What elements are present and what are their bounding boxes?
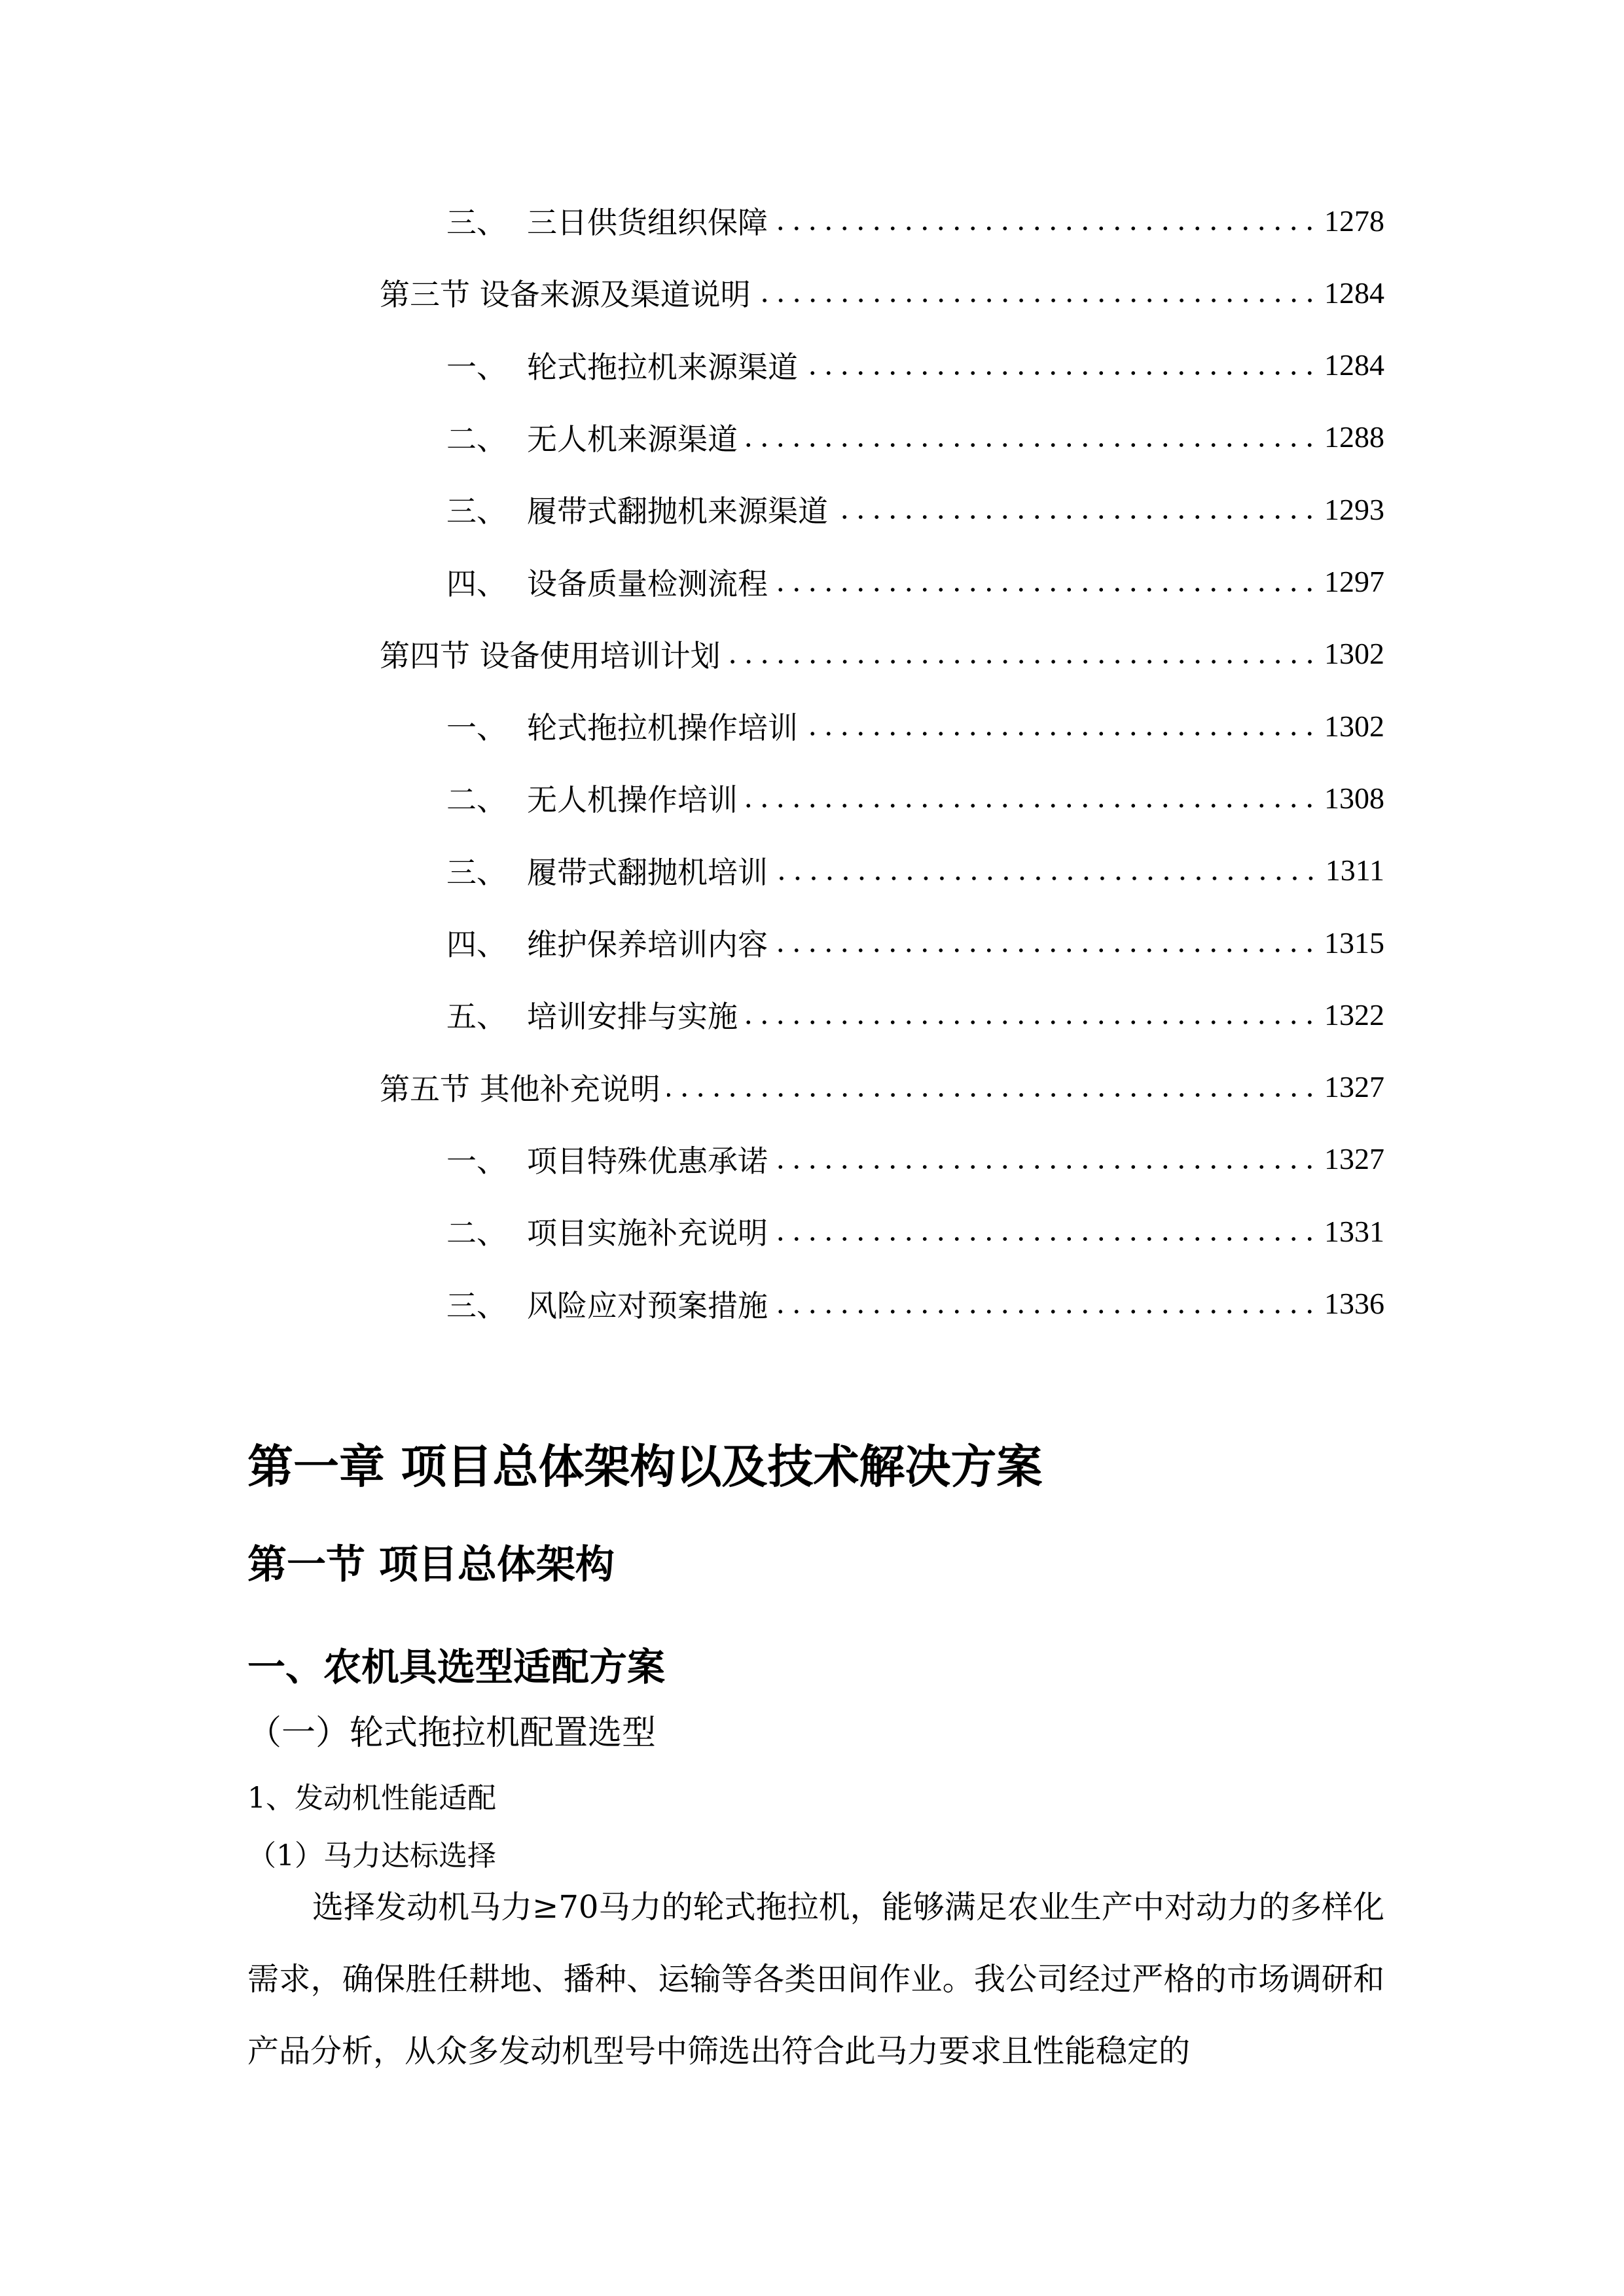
toc-entry-page: 1336 xyxy=(1324,1287,1384,1320)
toc-entry[interactable] xyxy=(0,1281,1384,1327)
toc-entry[interactable] xyxy=(0,703,1384,749)
toc-entry[interactable] xyxy=(0,992,1384,1037)
toc-entry-page: 1293 xyxy=(1324,492,1384,526)
toc-entry-label: 项目实施补充说明 xyxy=(527,1215,768,1251)
toc-entry-label: 无人机操作培训 xyxy=(527,782,738,818)
toc-entry-label: 轮式拖拉机操作培训 xyxy=(527,710,798,746)
toc-entry[interactable] xyxy=(0,270,1384,315)
toc-entry[interactable] xyxy=(0,631,1384,677)
heading-level-1: 一、农机具选型适配方案 xyxy=(247,1645,666,1689)
toc-entry-label: 风险应对预案措施 xyxy=(527,1287,768,1323)
dot-leader xyxy=(727,657,1318,666)
toc-entry-number: 二、 xyxy=(446,1215,507,1251)
dot-leader xyxy=(667,1090,1318,1100)
toc-entry-page: 1331 xyxy=(1324,1214,1384,1248)
dot-leader xyxy=(804,368,1318,378)
dot-leader xyxy=(804,729,1318,738)
toc-entry-label: 履带式翻抛机来源渠道 xyxy=(527,493,828,529)
heading-level-3: 1、发动机性能适配 xyxy=(247,1782,496,1815)
dot-leader xyxy=(774,1162,1318,1172)
toc-entry-number: 四、 xyxy=(446,565,507,601)
toc-entry-page: 1315 xyxy=(1324,925,1384,960)
toc-entry[interactable] xyxy=(0,1064,1384,1110)
toc-entry[interactable] xyxy=(0,559,1384,605)
toc-entry-label: 培训安排与实施 xyxy=(527,999,738,1035)
dot-leader xyxy=(774,1234,1318,1244)
toc-entry-number: 一、 xyxy=(446,1143,507,1179)
toc-entry-number: 五、 xyxy=(446,999,507,1035)
section-title: 第一节 项目总体架构 xyxy=(247,1542,615,1588)
dot-leader xyxy=(744,440,1318,450)
dot-leader xyxy=(774,874,1319,883)
toc-entry-page: 1327 xyxy=(1324,1070,1384,1104)
dot-leader xyxy=(774,1307,1318,1316)
toc-entry-label: 设备质量检测流程 xyxy=(527,565,768,601)
toc-entry-label: 第五节 其他补充说明 xyxy=(380,1071,660,1107)
toc-entry-number: 二、 xyxy=(446,421,507,457)
paragraph-text: 选择发动机马力≥70马力的轮式拖拉机，能够满足农业生产中对动力的多样化需求，确保胜任耕地、播种、运输等各类田间作业。我公司经过严格的市场调研和产品分析，从众多发动机型号中筛选出符合此马力要求且性能稳定的 xyxy=(247,1889,1384,2070)
toc-entry-page: 1284 xyxy=(1324,348,1384,382)
toc-entry[interactable] xyxy=(0,848,1384,893)
toc-entry[interactable] xyxy=(0,775,1384,821)
heading-level-4: （1）马力达标选择 xyxy=(247,1839,496,1873)
toc-entry[interactable] xyxy=(0,414,1384,460)
toc-entry-page: 1302 xyxy=(1324,709,1384,743)
toc-entry-label: 第三节 设备来源及渠道说明 xyxy=(380,277,751,313)
toc-entry-page: 1311 xyxy=(1325,853,1384,888)
body-paragraph xyxy=(247,1871,1384,2087)
dot-leader xyxy=(774,585,1318,594)
toc-entry[interactable] xyxy=(0,198,1384,243)
toc-entry-page: 1302 xyxy=(1324,637,1384,671)
toc-entry-number: 二、 xyxy=(446,782,507,818)
toc-entry-page: 1308 xyxy=(1324,781,1384,815)
toc-entry-number: 三、 xyxy=(446,854,507,890)
toc-entry[interactable] xyxy=(0,486,1384,532)
toc-entry-number: 一、 xyxy=(446,349,507,385)
toc-entry[interactable] xyxy=(0,1208,1384,1254)
dot-leader xyxy=(757,296,1318,305)
toc-entry[interactable] xyxy=(0,342,1384,388)
dot-leader xyxy=(744,801,1318,810)
toc-entry-number: 四、 xyxy=(446,927,507,962)
toc-entry-number: 三、 xyxy=(446,493,507,529)
dot-leader xyxy=(774,946,1318,955)
toc-entry-label: 无人机来源渠道 xyxy=(527,421,738,457)
toc-entry-page: 1322 xyxy=(1324,997,1384,1031)
toc-entry-page: 1327 xyxy=(1324,1142,1384,1176)
toc-entry-number: 三、 xyxy=(446,1287,507,1323)
toc-entry-label: 三日供货组织保障 xyxy=(527,205,768,240)
dot-leader xyxy=(774,224,1318,233)
toc-entry-page: 1297 xyxy=(1324,565,1384,598)
dot-leader xyxy=(835,512,1318,522)
toc-entry-page: 1284 xyxy=(1324,276,1384,310)
toc-entry-number: 三、 xyxy=(446,205,507,240)
toc-entry-label: 维护保养培训内容 xyxy=(527,927,768,962)
dot-leader xyxy=(744,1018,1318,1027)
toc-entry[interactable] xyxy=(0,920,1384,965)
toc-entry[interactable] xyxy=(0,1136,1384,1182)
toc-entry-label: 轮式拖拉机来源渠道 xyxy=(527,349,798,385)
toc-entry-number: 一、 xyxy=(446,710,507,746)
toc-entry-label: 第四节 设备使用培训计划 xyxy=(380,637,721,673)
heading-level-2: （一）轮式拖拉机配置选型 xyxy=(247,1713,657,1753)
toc-entry-page: 1288 xyxy=(1324,420,1384,454)
chapter-title: 第一章 项目总体架构以及技术解决方案 xyxy=(247,1440,1043,1494)
toc-entry-label: 项目特殊优惠承诺 xyxy=(527,1143,768,1179)
toc-entry-label: 履带式翻抛机培训 xyxy=(527,854,768,890)
toc-entry-page: 1278 xyxy=(1324,204,1384,238)
